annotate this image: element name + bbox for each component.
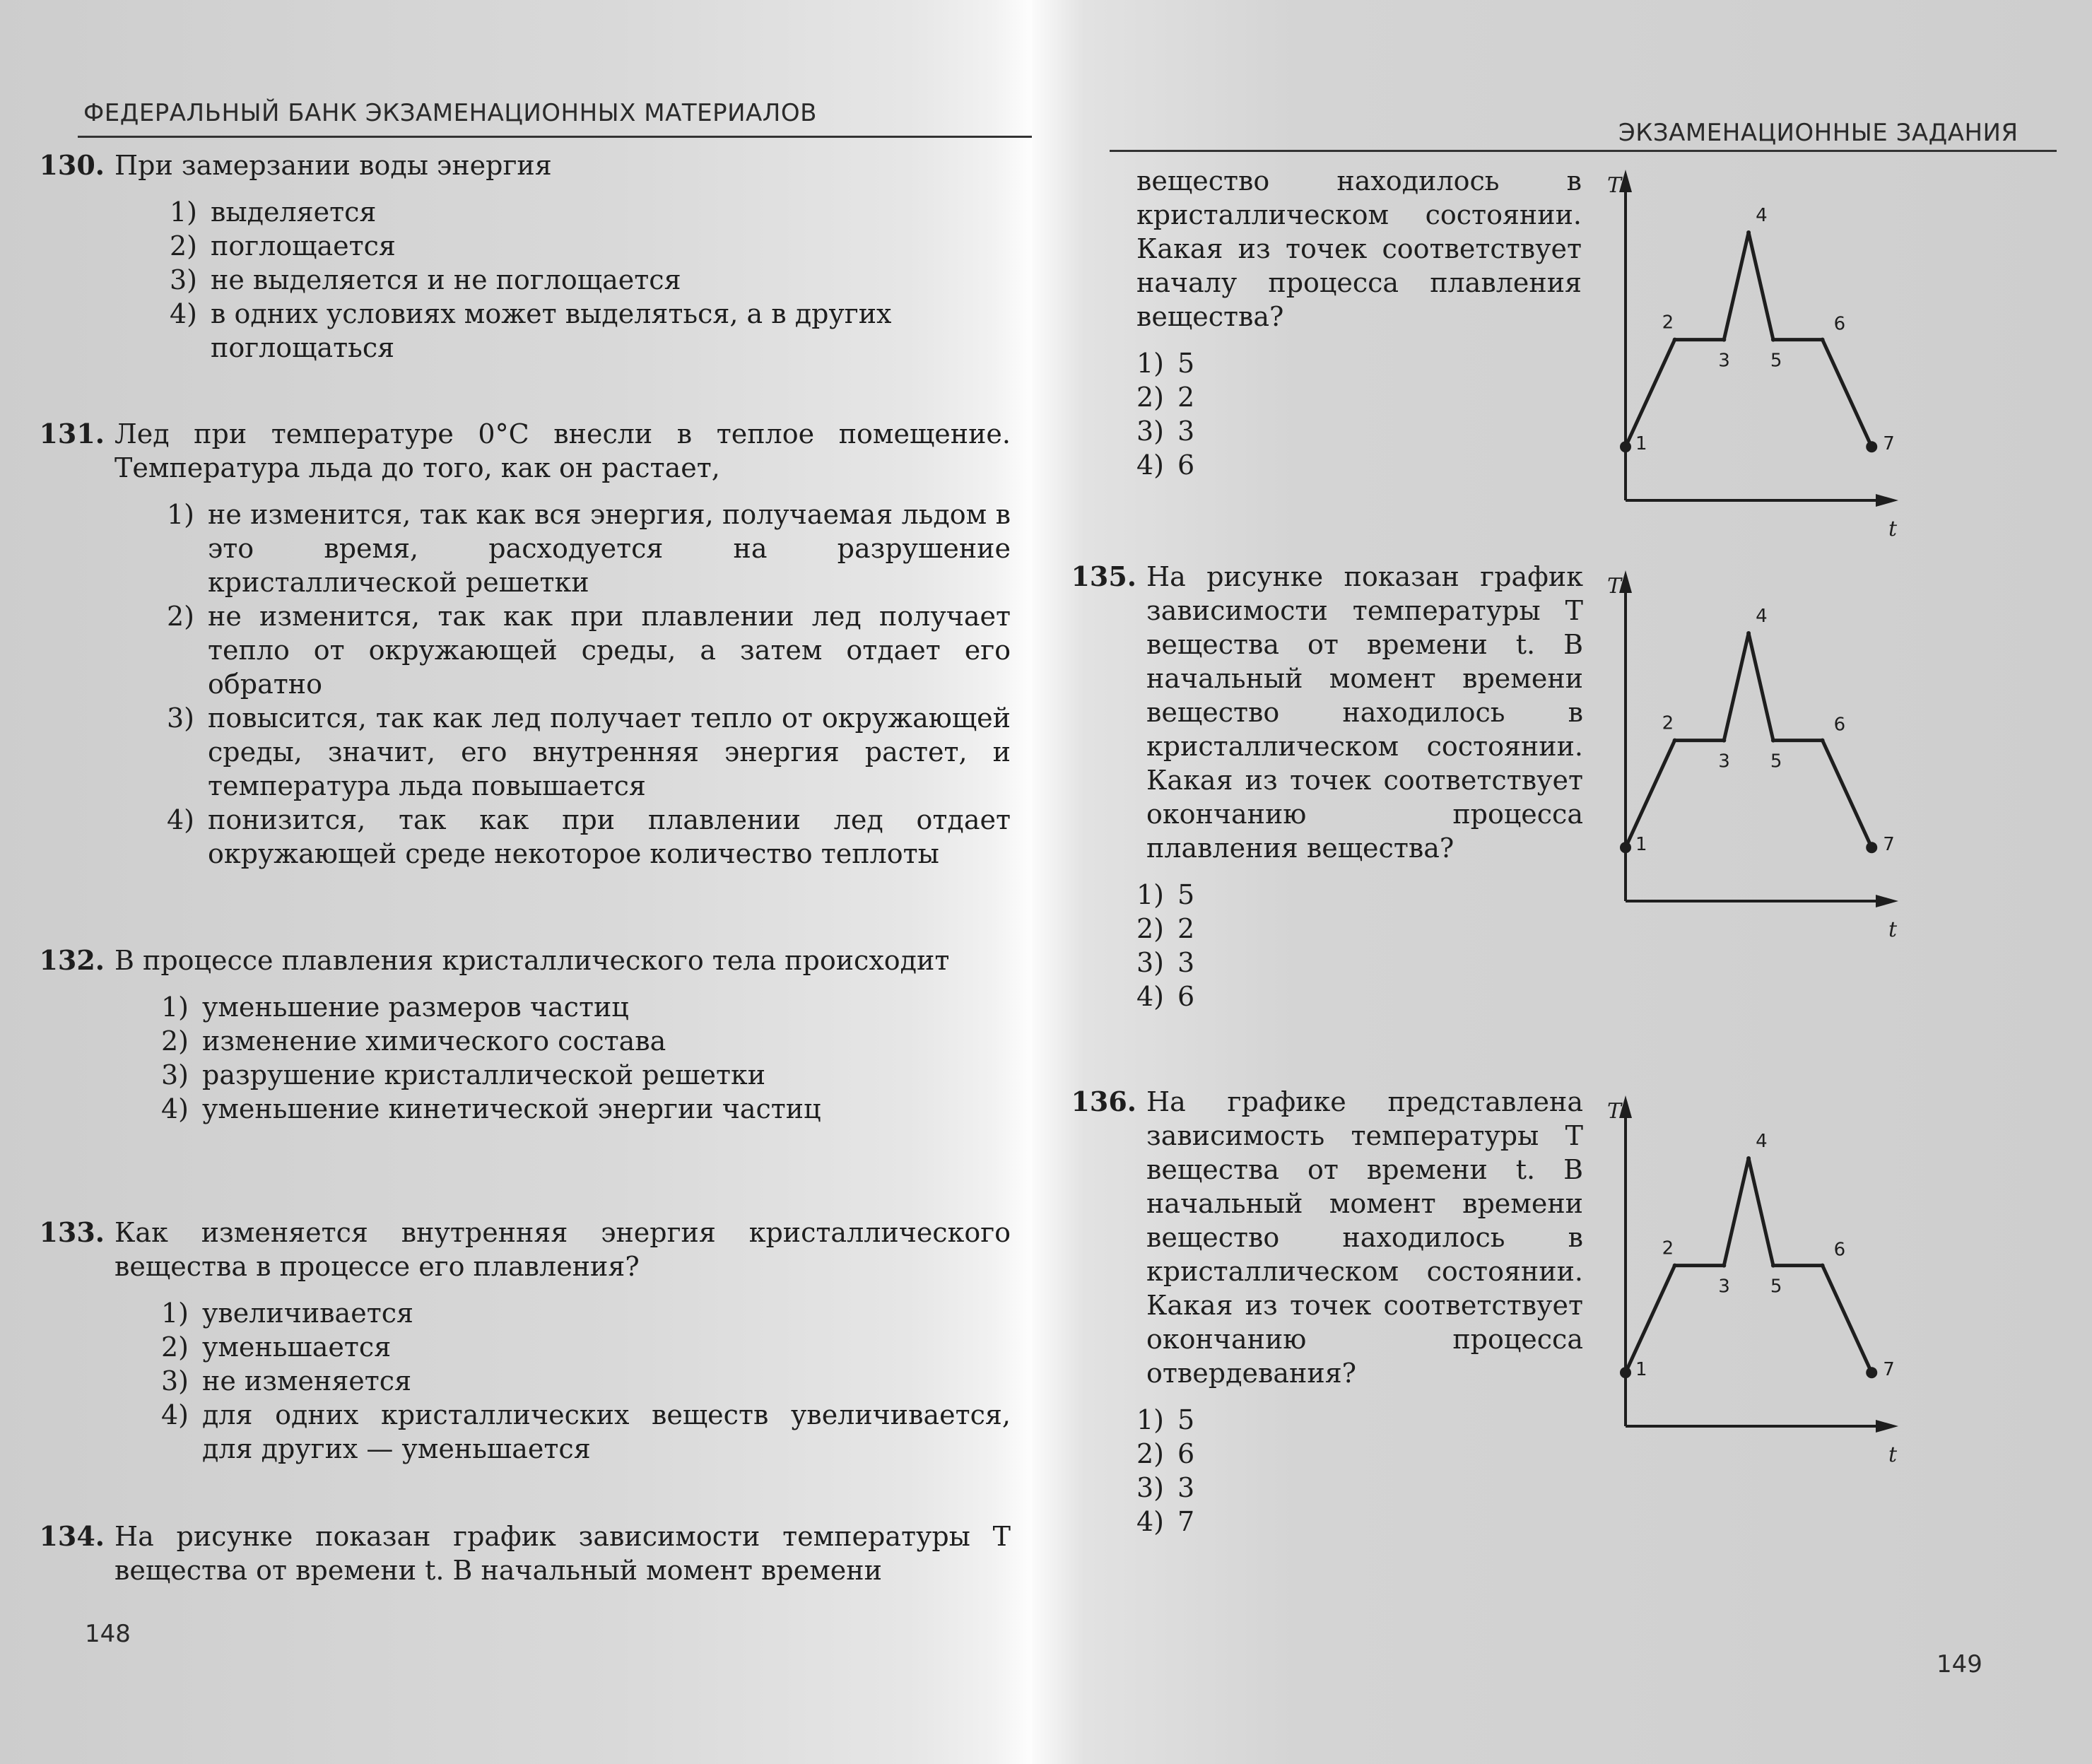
data-point (1821, 338, 1825, 342)
answer-option: 4) понизится, так как при плавлении лед отдает окружающей среде некоторое количество теплоты (167, 804, 1011, 869)
answer-option: 2) 2 (1136, 382, 1195, 413)
answer-option: 2) уменьшается (161, 1331, 392, 1363)
data-point (1821, 739, 1825, 743)
data-point (1866, 441, 1877, 452)
answer-option: 2) поглощается (170, 230, 396, 261)
answer-option: 3) 3 (1136, 416, 1195, 447)
point-label: 1 (1635, 1359, 1647, 1381)
question-text: В процессе плавления кристаллического тела происходит (114, 945, 950, 976)
point-label: 4 (1756, 1130, 1768, 1152)
point-label: 6 (1833, 1239, 1846, 1261)
point-label: 2 (1662, 712, 1674, 734)
answer-option: 2) 6 (1136, 1438, 1195, 1469)
x-axis-label: t (1888, 517, 1898, 541)
right-page-header: ЭКЗАМЕНАЦИОННЫЕ ЗАДАНИЯ (1618, 119, 2018, 147)
question-133 (28, 1216, 1011, 1466)
y-axis-label: T (1607, 173, 1622, 198)
answer-option: 4) 6 (1136, 981, 1195, 1012)
point-label: 7 (1883, 834, 1895, 856)
question-131 (28, 417, 1011, 871)
question-text: Как изменяется внутренняя энергия кристаллического вещества в процессе его плавления? (114, 1217, 1011, 1282)
data-point (1673, 739, 1677, 743)
graph-134 (1604, 168, 1901, 546)
data-point (1821, 1264, 1825, 1268)
point-label: 3 (1718, 751, 1730, 772)
question-text: вещество находилось в кристаллическом состоянии. Какая из точек соответствует началу процесса плавления вещества? (1136, 165, 1582, 332)
data-point (1866, 1367, 1877, 1378)
data-point (1673, 338, 1677, 342)
data-point (1722, 338, 1726, 342)
answer-option: 1) 5 (1136, 1404, 1195, 1435)
point-label: 6 (1833, 714, 1846, 736)
point-label: 2 (1662, 1237, 1674, 1259)
series-line (1626, 1158, 1871, 1372)
data-point (1722, 739, 1726, 743)
x-axis-label: t (1888, 1442, 1898, 1467)
question-134 (28, 1519, 1011, 1587)
y-axis-label: T (1607, 1099, 1622, 1124)
data-point (1620, 1367, 1631, 1378)
x-axis-arrow (1876, 494, 1898, 507)
answer-option: 1) 5 (1136, 879, 1195, 910)
point-label: 3 (1718, 350, 1730, 372)
left-page (0, 0, 1032, 1764)
answer-option: 4) уменьшение кинетической энергии частиц (161, 1093, 821, 1124)
data-point (1746, 230, 1751, 235)
x-axis-arrow (1876, 895, 1898, 907)
question-number: 135. (1071, 560, 1136, 592)
x-axis-label: t (1888, 917, 1898, 942)
data-point (1771, 739, 1775, 743)
question-number: 133. (39, 1216, 105, 1248)
answer-option: 1) 5 (1136, 348, 1195, 379)
question-text: На рисунке показан график зависимости температуры T вещества от времени t. В начальный момент времени (114, 1521, 1011, 1586)
point-label: 3 (1718, 1276, 1730, 1298)
answer-option: 4) 7 (1136, 1506, 1195, 1537)
question-text: На графике представлена зависимость температуры T вещества от времени t. В начальный момент времени вещество находилось в кристаллическом состоянии. Какая из точек соответствует окончанию процесса отвердевания? (1146, 1086, 1583, 1389)
point-label: 1 (1635, 433, 1647, 455)
point-label: 5 (1770, 350, 1782, 372)
data-point (1673, 1264, 1677, 1268)
answer-option: 3) не изменяется (161, 1365, 412, 1396)
point-label: 6 (1833, 313, 1846, 335)
question-number: 131. (39, 418, 105, 449)
x-axis-arrow (1876, 1420, 1898, 1433)
answer-option: 3) не выделяется и не поглощается (170, 264, 681, 295)
answer-option: 3) 3 (1136, 947, 1195, 978)
y-axis-label: T (1607, 574, 1622, 599)
point-label: 7 (1883, 433, 1895, 455)
right-page (1032, 0, 2092, 1764)
left-page-header: ФЕДЕРАЛЬНЫЙ БАНК ЭКЗАМЕНАЦИОННЫХ МАТЕРИАЛОВ (83, 99, 817, 127)
answer-option: 1) выделяется (170, 196, 377, 228)
question-135 (1060, 560, 1583, 1013)
graph-135 (1604, 569, 1901, 946)
point-label: 1 (1635, 834, 1647, 856)
answer-option: 2) не изменится, так как при плавлении лед получает тепло от окружающей среды, а затем отдает его обратно (167, 601, 1011, 700)
question-text: При замерзании воды энергия (114, 150, 552, 181)
left-page-number: 148 (85, 1620, 131, 1648)
data-point (1620, 441, 1631, 452)
answer-option: 2) 2 (1136, 913, 1195, 944)
point-label: 5 (1770, 1276, 1782, 1298)
data-point (1620, 842, 1631, 853)
data-point (1746, 631, 1751, 635)
answer-option: 3) разрушение кристаллической решетки (161, 1059, 766, 1090)
data-point (1866, 842, 1877, 853)
question-134-continuation (1136, 164, 1582, 482)
point-label: 7 (1883, 1359, 1895, 1381)
graph-136 (1604, 1094, 1901, 1471)
question-number: 132. (39, 944, 105, 976)
data-point (1722, 1264, 1726, 1268)
data-point (1746, 1156, 1751, 1160)
header-rule (1110, 150, 2057, 152)
answer-option: 4) 6 (1136, 449, 1195, 481)
answer-option: 1) уменьшение размеров частиц (161, 992, 629, 1023)
answer-option: 4) в одних условиях может выделяться, а в других поглощаться (170, 298, 892, 363)
header-rule (78, 136, 1032, 138)
question-text: На рисунке показан график зависимости температуры T вещества от времени t. В начальный момент времени вещество находилось в кристаллическом состоянии. Какая из точек соответствует окончанию процесса плавления вещества? (1146, 561, 1583, 864)
question-132 (28, 943, 1011, 1126)
point-label: 4 (1756, 605, 1768, 627)
answer-option: 3) повысится, так как лед получает тепло от окружающей среды, значит, его внутренняя энергия растет, и температура льда повышается (167, 702, 1011, 801)
right-page-number: 149 (1937, 1650, 1982, 1678)
data-point (1771, 1264, 1775, 1268)
question-number: 136. (1071, 1086, 1136, 1117)
question-130 (28, 148, 1011, 365)
answer-option: 1) не изменится, так как вся энергия, получаемая льдом в это время, расходуется на разрушение кристаллической решетки (167, 499, 1011, 598)
answer-option: 2) изменение химического состава (161, 1025, 666, 1057)
answer-option: 4) для одних кристаллических веществ увеличивается, для других — уменьшается (161, 1399, 1011, 1464)
question-number: 134. (39, 1520, 105, 1552)
answer-option: 3) 3 (1136, 1472, 1195, 1503)
series-line (1626, 233, 1871, 447)
answer-option: 1) увеличивается (161, 1298, 413, 1329)
point-label: 4 (1756, 204, 1768, 226)
question-text: Лед при температуре 0°С внесли в теплое помещение. Температура льда до того, как он растает, (114, 418, 1011, 483)
question-number: 130. (39, 149, 105, 181)
point-label: 2 (1662, 312, 1674, 334)
series-line (1626, 633, 1871, 847)
data-point (1771, 338, 1775, 342)
question-136 (1060, 1085, 1583, 1539)
point-label: 5 (1770, 751, 1782, 772)
